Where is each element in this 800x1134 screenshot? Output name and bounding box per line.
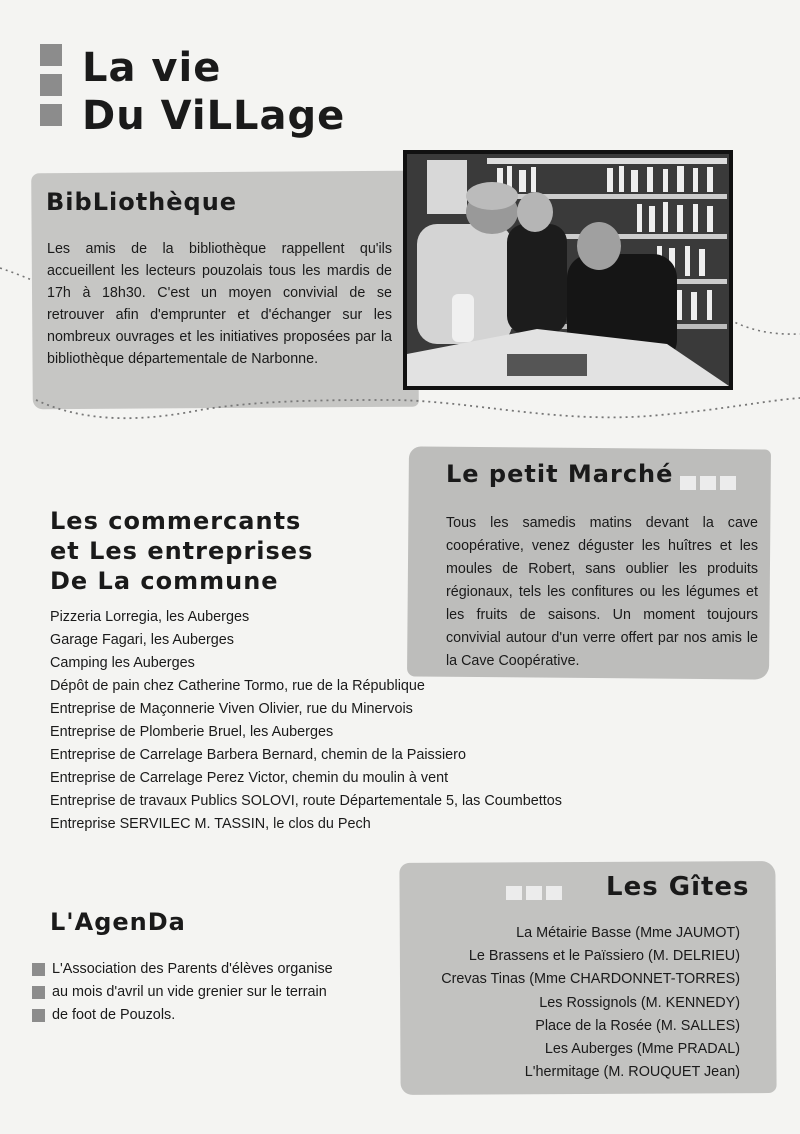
commercants-heading-line1: Les commercants	[50, 507, 302, 535]
heading-square-decoration	[506, 886, 522, 900]
heading-square-decoration	[720, 476, 736, 490]
heading-square-decoration	[680, 476, 696, 490]
list-item: Garage Fagari, les Auberges	[50, 632, 234, 648]
list-item: Entreprise de Carrelage Perez Victor, chemin du moulin à vent	[50, 770, 449, 786]
marche-heading: Le petit Marché	[446, 460, 674, 488]
bullet-square-icon	[32, 986, 45, 999]
agenda-line: L'Association des Parents d'élèves organise	[52, 961, 333, 977]
heading-square-decoration	[700, 476, 716, 490]
commercants-heading	[50, 506, 313, 596]
marche-text: Tous les samedis matins devant la cave coopérative, venez déguster les huîtres et les moules de Robert, sans oublier les produits régionaux, tels les confitures ou les légumes et les fruits de saisons. Un moment toujours convivial autour d'un verre offert par nos amis le la Cave Coopérative.	[446, 515, 758, 669]
list-item: Place de la Rosée (M. SALLES)	[535, 1017, 740, 1034]
library-photo	[403, 150, 733, 390]
list-item: Les Rossignols (M. KENNEDY)	[539, 994, 740, 1011]
list-item: Entreprise SERVILEC M. TASSIN, le clos du Pech	[50, 816, 371, 832]
commercants-heading-line2: et Les entreprises	[50, 537, 314, 565]
commercants-list	[50, 606, 590, 836]
list-item: Entreprise de Carrelage Barbera Bernard, chemin de la Paissiero	[50, 747, 466, 763]
list-item: Entreprise de Plomberie Bruel, les Auberges	[50, 724, 334, 740]
list-item: L'hermitage (M. ROUQUET Jean)	[524, 1064, 740, 1081]
list-item: Entreprise de travaux Publics SOLOVI, route Départementale 5, las Coumbettos	[50, 793, 562, 809]
list-item: Le Brassens et le Païssiero (M. DELRIEU)	[468, 948, 740, 965]
list-item: Camping les Auberges	[50, 655, 195, 671]
bibliotheque-text: Les amis de la bibliothèque rappellent qu'ils accueillent les lecteurs pouzolais tous les mardis de 17h à 18h30. C'est un moyen convivial de se retrouver afin d'emprunter et d'échanger sur les nombreux ouvrages et les initiatives proposées par la bibliothèque départementale de Narbonne.	[47, 241, 392, 367]
gites-heading: Les Gîtes	[606, 872, 750, 902]
list-item: Pizzeria Lorregia, les Auberges	[50, 609, 250, 625]
agenda-line: de foot de Pouzols.	[52, 1007, 176, 1023]
list-item: La Métairie Basse (Mme JAUMOT)	[516, 925, 740, 941]
gites-list	[441, 922, 740, 1084]
list-item: Crevas Tinas (Mme CHARDONNET-TORRES)	[441, 971, 740, 988]
title-square-decoration	[40, 44, 62, 66]
agenda-line: au mois d'avril un vide grenier sur le terrain	[52, 984, 327, 1000]
heading-square-decoration	[526, 886, 542, 900]
list-item: Dépôt de pain chez Catherine Tormo, rue de la République	[50, 678, 425, 694]
agenda-heading: L'AgenDa	[50, 908, 186, 936]
library-photo-illustration	[407, 154, 729, 386]
title-square-decoration	[40, 104, 62, 126]
commercants-heading-line3: De La commune	[50, 567, 279, 595]
page-title-line2: Du ViLLage	[82, 93, 346, 139]
bullet-square-icon	[32, 963, 45, 976]
bullet-square-icon	[32, 1009, 45, 1022]
list-item: Entreprise de Maçonnerie Viven Olivier, rue du Minervois	[50, 701, 413, 717]
title-square-decoration	[40, 74, 62, 96]
page-title	[82, 44, 345, 140]
bibliotheque-heading: BibLiothèque	[46, 188, 238, 216]
page-title-line1: La vie	[82, 45, 222, 91]
agenda-text	[52, 958, 372, 1027]
list-item: Les Auberges (Mme PRADAL)	[544, 1041, 740, 1058]
heading-square-decoration	[546, 886, 562, 900]
